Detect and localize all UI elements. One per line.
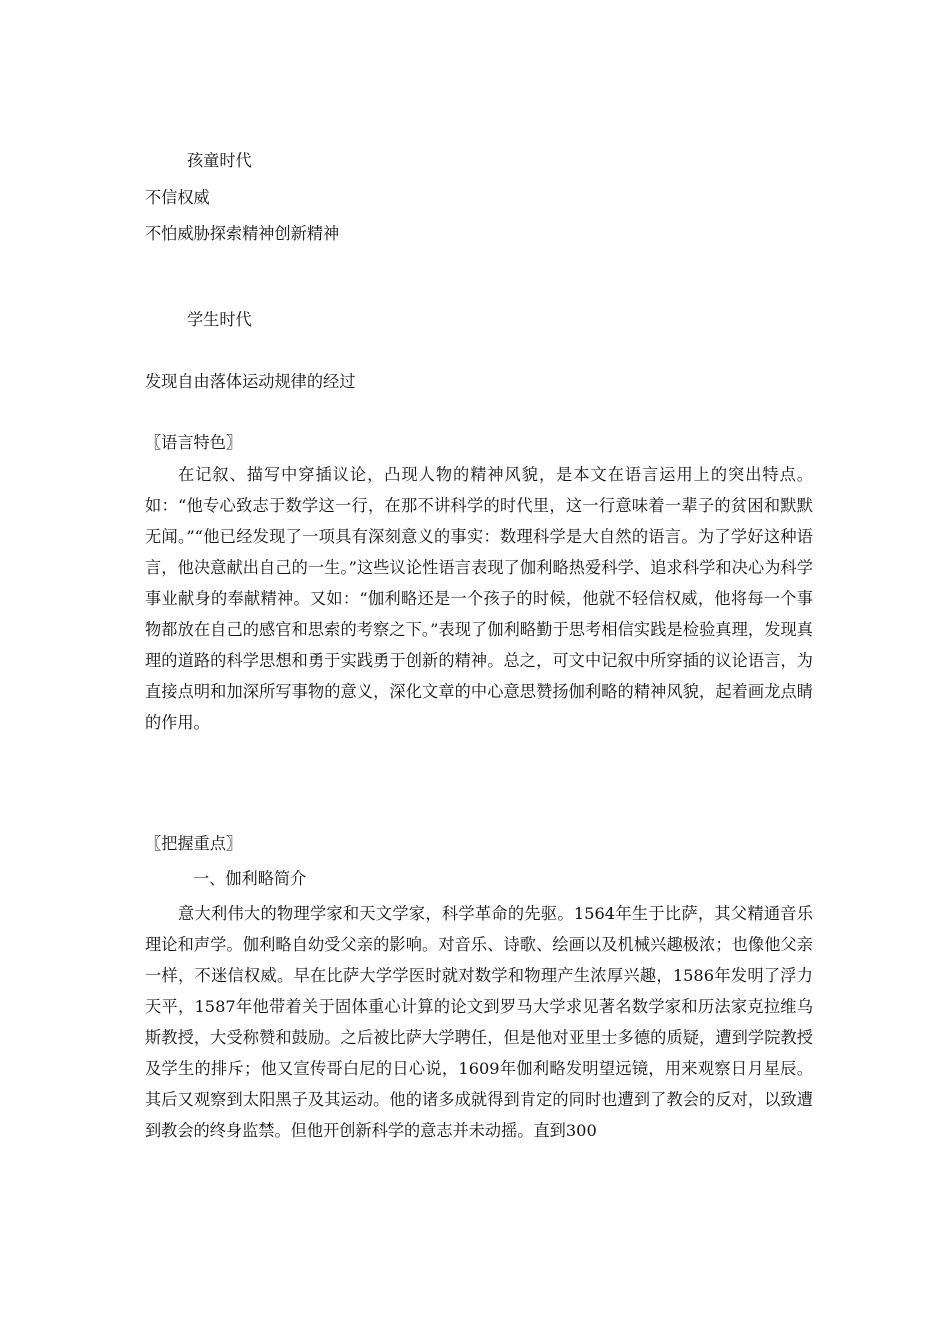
language-section-title: 〖语言特色〗 — [145, 433, 243, 452]
outline-student-point: 发现自由落体运动规律的经过 — [145, 372, 356, 391]
outline-childhood-heading: 孩童时代 — [187, 151, 252, 170]
outline-childhood-point-1: 不信权威 — [145, 188, 210, 207]
focus-section-subheading: 一、伽利略简介 — [193, 869, 307, 888]
focus-section-paragraph: 意大利伟大的物理学家和天文学家，科学革命的先驱。1564年生于比萨，其父精通音乐理论和声学。伽利略自幼受父亲的影响。对音乐、诗歌、绘画以及机械兴趣极浓；也像他父亲一样，不迷信权威。早在比萨大学学医时就对数学和物理产生浓厚兴趣，1586年发明了浮力天平，1587年他带着关于固体重心计算的论文到罗马大学求见著名数学家和历法家克拉维乌斯教授，大受称赞和鼓励。之后被比萨大学聘任，但是他对亚里士多德的质疑，遭到学院教授及学生的排斥；他又宣传哥白尼的日心说，1609年伽利略发明望远镜，用来观察日月星辰。其后又观察到太阳黑子及其运动。他的诸多成就得到肯定的同时也遭到了教会的反对，以致遭到教会的终身监禁。但他开创新科学的意志并未动摇。直到300 — [145, 904, 813, 1140]
outline-childhood-point-2: 不怕威胁探索精神创新精神 — [145, 224, 340, 243]
outline-student-heading: 学生时代 — [187, 310, 252, 329]
language-section-paragraph: 在记叙、描写中穿插议论，凸现人物的精神风貌，是本文在语言运用上的突出特点。如：“他专心致志于数学这一行，在那不讲科学的时代里，这一行意味着一辈子的贫困和默默无闻。”“他已经发现了一项具有深刻意义的事实：数理科学是大自然的语言。为了学好这种语言，他决意献出自己的一生。”这些议论性语言表现了伽利略热爱科学、追求科学和决心为科学事业献身的奉献精神。又如：“伽利略还是一个孩子的时候，他就不轻信权威，他将每一个事物都放在自己的感官和思索的考察之下。”表现了伽利略勤于思考相信实践是检验真理，发现真理的道路的科学思想和勇于实践勇于创新的精神。总之，可文中记叙中所穿插的议论语言，为直接点明和加深所写事物的意义，深化文章的中心意思赞扬伽利略的精神风貌，起着画龙点睛的作用。 — [145, 465, 813, 732]
focus-section-title: 〖把握重点〗 — [145, 834, 243, 853]
